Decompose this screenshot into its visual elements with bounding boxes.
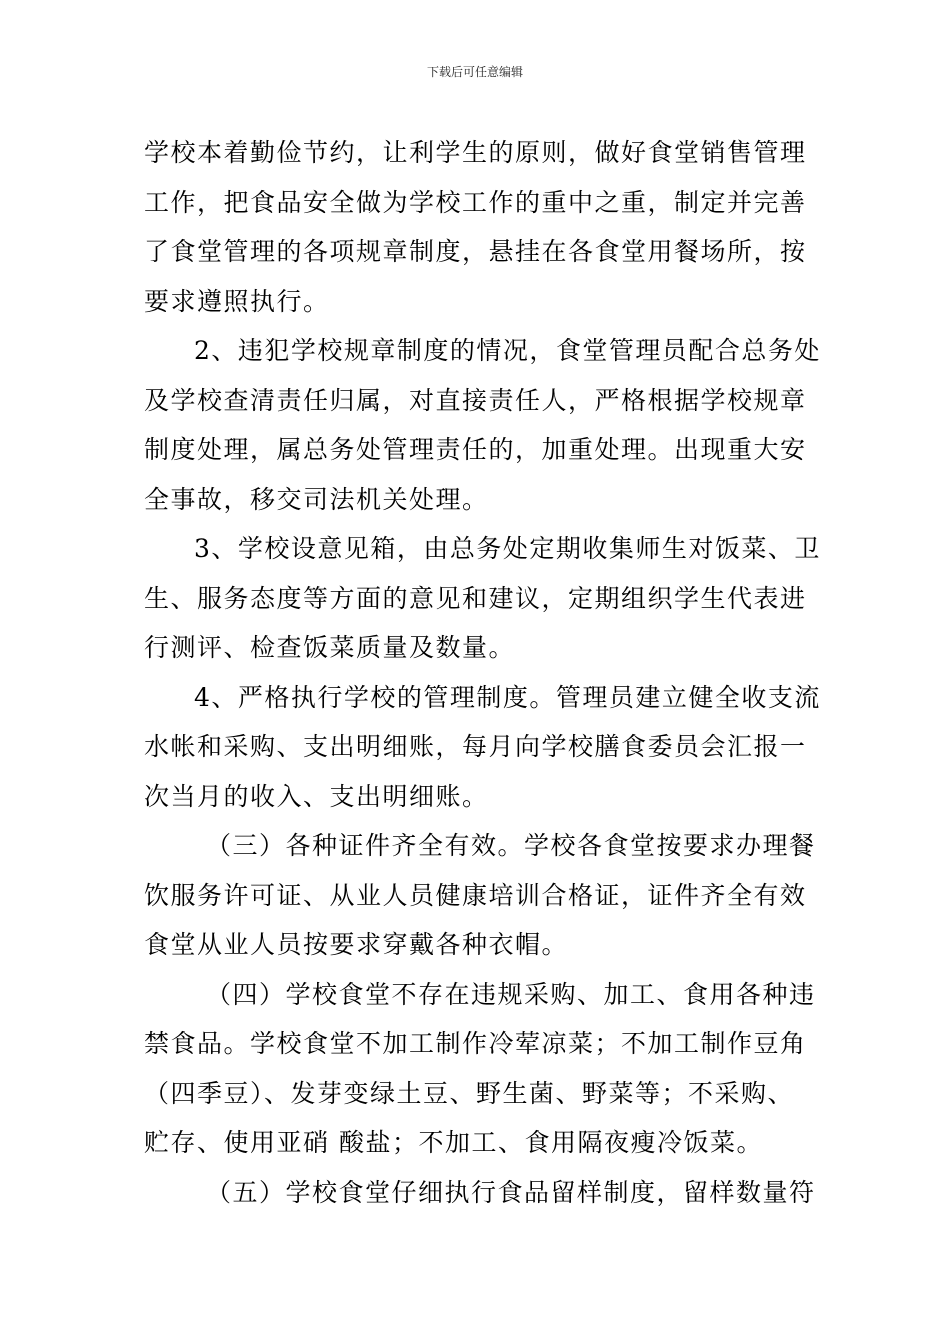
text-line: 及学校查清责任归属，对直接责任人，严格根据学校规章 <box>144 385 807 415</box>
paragraph-1 <box>144 128 808 326</box>
text-line: 制度处理，属总务处管理责任的，加重处理。出现重大安 <box>144 435 807 464</box>
text-line: 3、学校设意见箱，由总务处定期收集师生对饭菜、卫 <box>194 534 821 563</box>
text-line: 次当月的收入、支出明细账。 <box>144 781 489 811</box>
text-line: 全事故，移交司法机关处理。 <box>144 484 489 514</box>
paragraph-6 <box>144 970 816 1168</box>
text-line: （三）各种证件齐全有效。学校各食堂按要求办理餐 <box>206 831 816 860</box>
text-line: （四）学校食堂不存在违规采购、加工、食用各种违 <box>206 979 816 1009</box>
text-line: 行测评、检查饭菜质量及数量。 <box>144 633 516 662</box>
paragraph-7 <box>144 1168 816 1218</box>
text-line: 要求遵照执行。 <box>144 286 330 316</box>
document-body <box>144 128 821 1217</box>
text-line: （五）学校食堂仔细执行食品留样制度，留样数量符 <box>206 1177 816 1207</box>
text-line: 2、违犯学校规章制度的情况，食堂管理员配合总务处 <box>194 336 821 365</box>
paragraph-4 <box>144 673 821 822</box>
text-line: 了食堂管理的各项规章制度，悬挂在各食堂用餐场所，按 <box>144 237 807 266</box>
page-header: 下载后可任意编辑 <box>426 65 523 79</box>
text-line: 4、严格执行学校的管理制度。管理员建立健全收支流 <box>194 682 821 712</box>
text-line: 工作，把食品安全做为学校工作的重中之重，制定并完善 <box>144 187 807 217</box>
paragraph-2 <box>144 326 821 524</box>
text-line: 水帐和采购、支出明细账，每月向学校膳食委员会汇报一 <box>144 732 807 761</box>
text-line: 贮存、使用亚硝 酸盐；不加工、食用隔夜瘦冷饭菜。 <box>144 1128 763 1157</box>
text-line: 食堂从业人员按要求穿戴各种衣帽。 <box>144 930 569 959</box>
text-line: 饮服务许可证、从业人员健康培训合格证，证件齐全有效 <box>144 880 807 910</box>
paragraph-5 <box>144 821 816 970</box>
text-line: 学校本着勤俭节约，让利学生的原则，做好食堂销售管理 <box>144 138 807 167</box>
text-line: 生、服务态度等方面的意见和建议，定期组织学生代表进 <box>144 583 807 613</box>
text-line: （四季豆）、发芽变绿土豆、野生菌、野菜等；不采购、 <box>144 1078 795 1108</box>
paragraph-3 <box>144 524 821 673</box>
text-line: 禁食品。学校食堂不加工制作冷荤凉菜；不加工制作豆角 <box>144 1029 807 1058</box>
